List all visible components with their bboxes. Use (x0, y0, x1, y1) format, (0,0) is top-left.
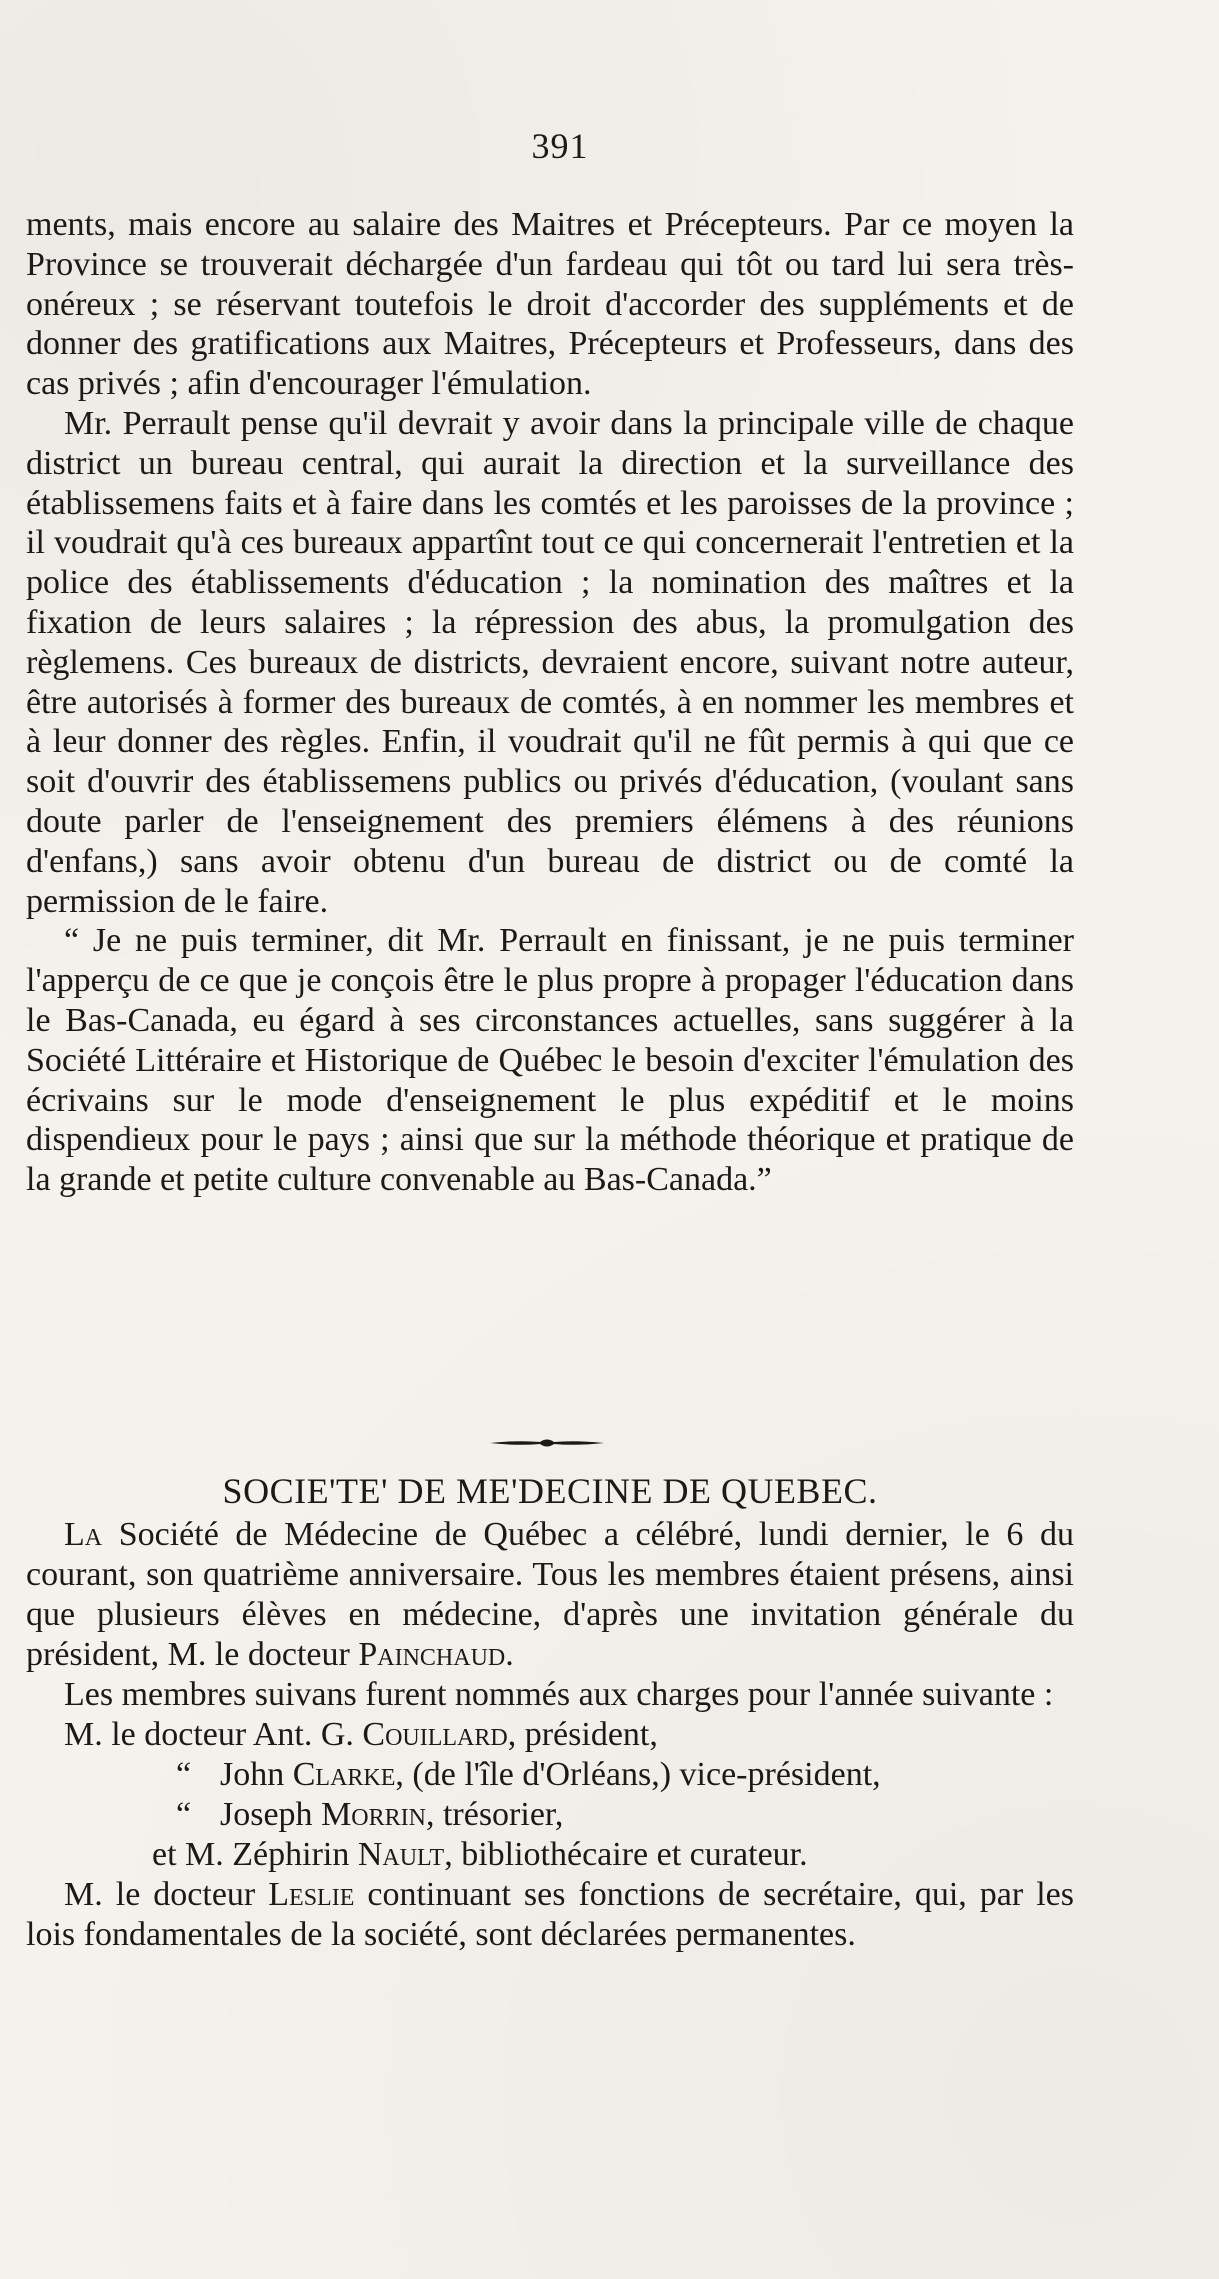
paragraph-nominations: Les membres suivans furent nommés aux charges pour l'année suivante : (64, 1676, 1054, 1713)
section-body (26, 1515, 1074, 1955)
article-body (26, 205, 1074, 1200)
section-title: SOCIE'TE' DE ME'DECINE DE QUEBEC. (222, 1471, 878, 1511)
ditto-mark: “ (176, 1796, 192, 1833)
officer-librarian: et M. Zéphirin Nault, bibliothécaire et curateur. (152, 1836, 808, 1873)
name-nault: Nault (357, 1836, 445, 1873)
name-couillard: Couillard (362, 1716, 508, 1753)
paragraph-secretary: M. le docteur Leslie continuant ses fonctions de secrétaire, qui, par les lois fondamentales de la société, sont déclarées permanentes. (26, 1876, 1075, 1953)
officer-treasurer: “ Joseph Morrin, trésorier, (176, 1796, 564, 1833)
officer-president: M. le docteur Ant. G. Couillard, président, (64, 1716, 658, 1753)
name-leslie: Leslie (268, 1876, 355, 1913)
paragraph-continuation: ments, mais encore au salaire des Maitres et Précepteurs. Par ce moyen la Province se trouverait déchargée d'un fardeau qui tôt ou tard lui sera très-onéreux ; se réservant toutefois le droit d'accorder des suppléments et de donner des gratifications aux Maitres, Précepteurs et Professeurs, dans des cas privés ; afin d'encourager l'émulation. (26, 206, 1074, 403)
ditto-mark: “ (176, 1756, 192, 1793)
name-clarke: Clarke (292, 1756, 396, 1793)
section-divider (488, 1437, 606, 1449)
officer-vice-president: “ John Clarke, (de l'île d'Orléans,) vice-président, (176, 1756, 881, 1793)
name-painchaud: Painchaud (358, 1636, 506, 1673)
name-morrin: Morrin (321, 1796, 426, 1833)
page-number: 391 (531, 126, 589, 166)
paragraph-perrault-bureaux: Mr. Perrault pense qu'il devrait y avoir dans la principale ville de chaque district un bureau central, qui aurait la direction et la surveillance des établissemens faits et à faire dans les comtés et les paroisses de la province ; il voudrait qu'à ces bureaux appartînt tout ce qui concernerait l'entretien et la police des établissements d'éducation ; la nomination des maîtres et la fixation de leurs salaires ; la répression des abus, la promulgation des règlemens. Ces bureaux de districts, devraient encore, suivant notre auteur, être autorisés à former des bureaux de comtés, à en nommer les membres et à leur donner des règles. Enfin, il voudrait qu'il ne fût permis à qui que ce soit d'ouvrir des établissemens publics ou privés d'éducation, (voulant sans doute parler de l'enseignement des premiers élémens à des réunions d'enfans,) sans avoir obtenu d'un bureau de district ou de comté la permission de le faire. (26, 404, 1074, 920)
drop-cap-word: La (64, 1516, 103, 1553)
paragraph-perrault-quote: “ Je ne puis terminer, dit Mr. Perrault en finissant, je ne puis terminer l'apperçu de ce que je conçois être le plus propre à propager l'éducation dans le Bas-Canada, eu égard à ses circonstances actuelles, sans suggérer à la Société Littéraire et Historique de Québec le besoin d'exciter l'émulation des écrivains sur le mode d'enseignement le plus expéditif et le moins dispendieux pour le pays ; ainsi que sur la méthode théorique et pratique de la grande et petite culture convenable au Bas-Canada.” (26, 922, 1074, 1199)
anniversary-text: Société de Médecine de Québec a célébré, lundi dernier, le 6 du courant, son quatrième anniversaire. Tous les membres étaient présens, ainsi que plusieurs élèves en médecine, d'après une invitation générale du président, M. le docteur (26, 1516, 1074, 1673)
paragraph-anniversary: La Société de Médecine de Québec a célébré, lundi dernier, le 6 du courant, son quatrième anniversaire. Tous les membres étaient présens, ainsi que plusieurs élèves en médecine, d'après une invitation générale du président, M. le docteur Painchaud. (26, 1516, 1074, 1673)
